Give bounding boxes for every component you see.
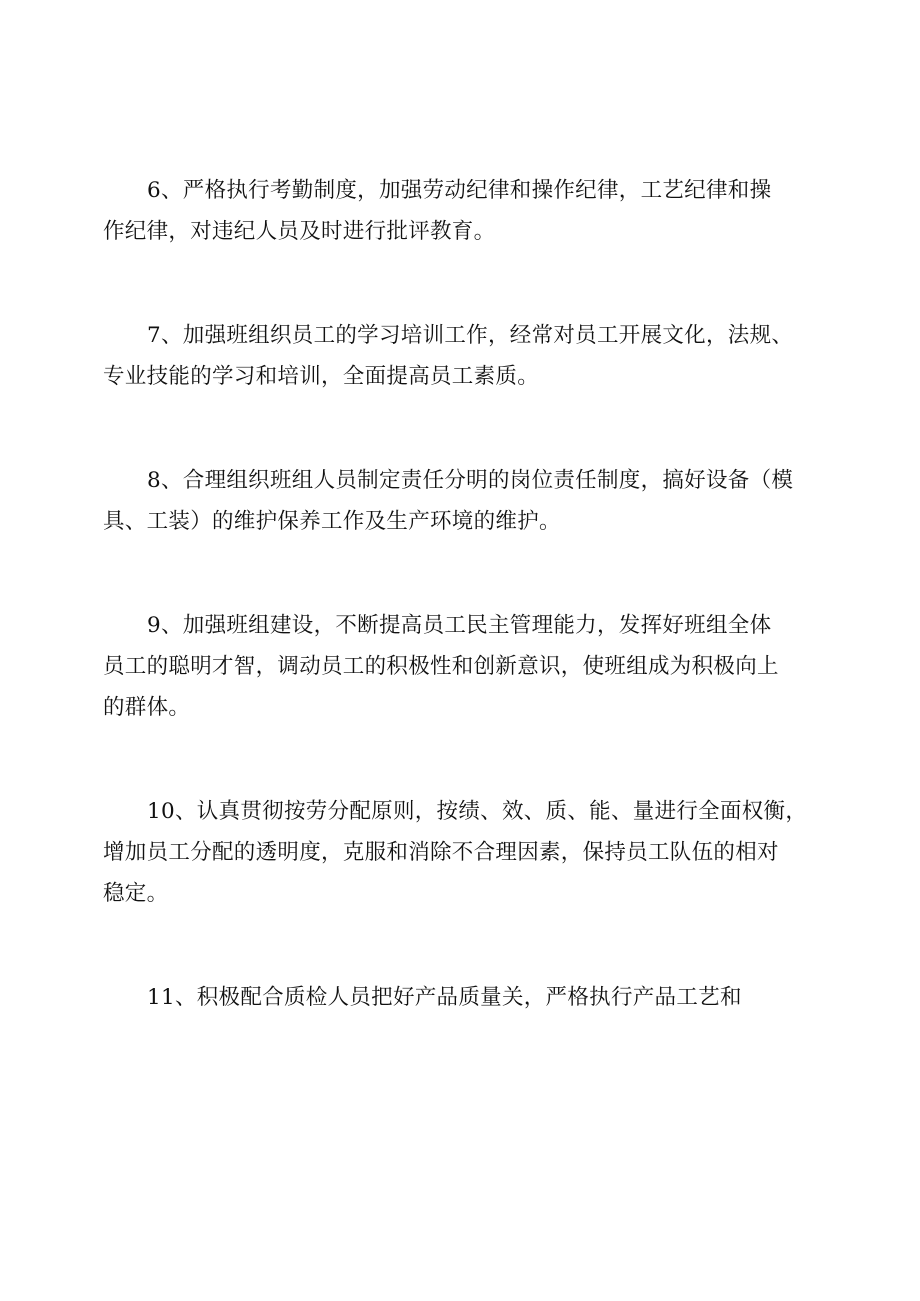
- document-body: [103, 170, 821, 1081]
- paragraph-line: 稳定。: [103, 881, 169, 906]
- paragraph-item-11: [103, 977, 821, 1018]
- paragraph-line: 作纪律，对违纪人员及时进行批评教育。: [103, 219, 496, 244]
- paragraph-line: 9、加强班组建设，不断提高员工民主管理能力，发挥好班组全体: [147, 613, 772, 638]
- paragraph-line: 的群体。: [103, 695, 191, 720]
- paragraph-line: 员工的聪明才智，调动员工的积极性和创新意识，使班组成为积极向上: [103, 654, 779, 679]
- paragraph-line: 11、积极配合质检人员把好产品质量关，严格执行产品工艺和: [147, 985, 742, 1010]
- paragraph-line: 8、合理组织班组人员制定责任分明的岗位责任制度，搞好设备（模: [147, 468, 794, 493]
- paragraph-item-9: [103, 605, 821, 728]
- paragraph-line: 10、认真贯彻按劳分配原则，按绩、效、质、能、量进行全面权衡，: [147, 799, 808, 824]
- paragraph-item-8: [103, 460, 821, 542]
- paragraph-item-7: [103, 315, 821, 397]
- paragraph-item-10: [103, 791, 821, 914]
- paragraph-line: 7、加强班组织员工的学习培训工作，经常对员工开展文化，法规、: [147, 323, 794, 348]
- paragraph-item-6: [103, 170, 821, 252]
- paragraph-line: 增加员工分配的透明度，克服和消除不合理因素，保持员工队伍的相对: [103, 840, 779, 865]
- paragraph-line: 具、工装）的维护保养工作及生产环境的维护。: [103, 509, 561, 534]
- paragraph-line: 6、严格执行考勤制度，加强劳动纪律和操作纪律，工艺纪律和操: [147, 178, 772, 203]
- paragraph-line: 专业技能的学习和培训，全面提高员工素质。: [103, 364, 540, 389]
